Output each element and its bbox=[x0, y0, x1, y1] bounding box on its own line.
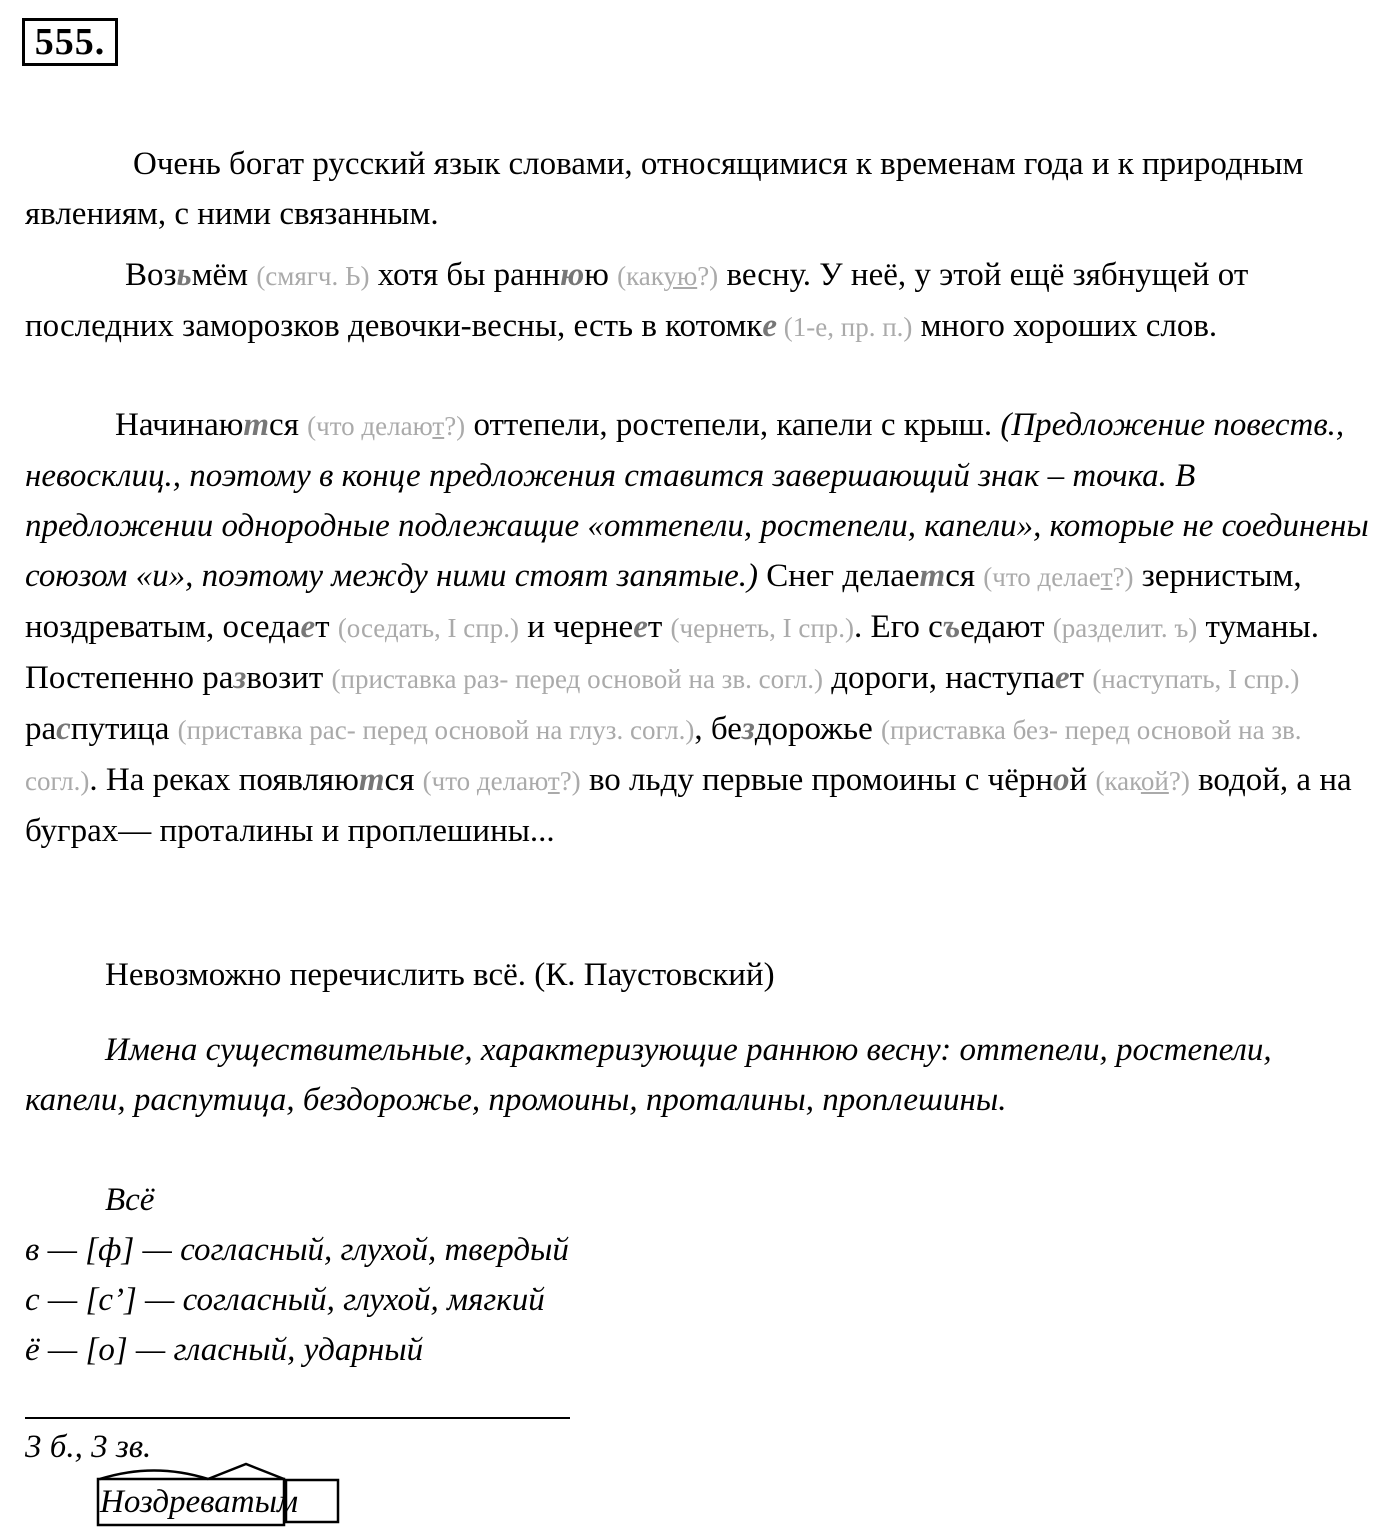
orthogram: е bbox=[633, 609, 648, 645]
nouns-answer: Имена существительные, характеризующие раннюю весну: оттепели, ростепели, капели, распутица, бездорожье, промоины, проталины, проплешины. bbox=[25, 1032, 1272, 1118]
orthogram: т bbox=[358, 762, 385, 798]
paragraph-quote-source: Невозможно перечислить всё. (К. Паустовский) bbox=[105, 957, 775, 993]
orthogram: т bbox=[243, 407, 270, 443]
orthogram: е bbox=[1054, 660, 1070, 696]
orthogram: ь bbox=[176, 257, 192, 293]
paragraph-intro: Очень богат русский язык словами, относящимися к временам года и к природным явлениям, с ними связанным. bbox=[25, 146, 1304, 232]
orthogram: з bbox=[233, 660, 247, 696]
phonetic-line: с — [с’] — согласный, глухой, мягкий bbox=[25, 1282, 545, 1318]
hint: (что делают?) bbox=[307, 411, 466, 441]
punctuation-note: (Предложение повеств., невосклиц., поэтому в конце предложения ставится завершающий знак – точка. В предложении однородные подлежащие «оттепели, ростепели, капели», которые не соединены союзом «и», поэтому между ними стоят запятые.) bbox=[25, 407, 1369, 594]
hint: (что делают?) bbox=[422, 766, 581, 796]
hint: (какую?) bbox=[617, 261, 719, 291]
suffix-mark bbox=[208, 1464, 284, 1479]
hint: (приставка рас- перед основой на глуз. согл.) bbox=[177, 715, 695, 745]
orthogram: т bbox=[919, 558, 946, 594]
hint: (смягч. Ь) bbox=[256, 261, 370, 291]
paragraph-spring: Возьмём (смягч. Ь) хотя бы раннюю (какую?) весну. У неё, у этой ещё зябнущей от последних заморозков девочки-весны, есть в котомке (1-е, пр. п.) много хороших слов. bbox=[25, 257, 1249, 344]
divider bbox=[25, 1417, 570, 1419]
hint: (разделит. ъ) bbox=[1052, 613, 1198, 643]
hint: (приставка без- перед основой на зв. согл.) bbox=[25, 715, 1302, 796]
hint: (чернеть, I спр.) bbox=[670, 613, 855, 643]
root-arc bbox=[100, 1471, 208, 1480]
morpheme-word: Ноздреватым bbox=[100, 1484, 299, 1520]
exercise-number: 555. bbox=[22, 18, 118, 66]
hint: (что делает?) bbox=[983, 562, 1134, 592]
paragraph-thaw: Начинаются (что делают?) оттепели, ростепели, капели с крыш. (Предложение повеств., невосклиц., поэтому в конце предложения ставится завершающий знак – точка. В предложении однородные подлежащие «оттепели, ростепели, капели», которые не соединены союзом «и», поэтому между ними стоят запятые.) Снег делается (что делает?) зернистым, ноздреватым, оседает (оседать, I спр.) и чернеет (чернеть, I спр.). Его съедают (разделит. ъ) туманы. Постепенно развозит (приставка раз- перед основой на зв. согл.) дороги, наступает (наступать, I спр.) распутица (приставка рас- перед основой на глуз. согл.), бездорожье (приставка без- перед основой на зв. согл.). На реках появляются (что делают?) во льду первые промоины с чёрной (какой?) водой, а на буграх— проталины и проплешины... bbox=[25, 407, 1369, 849]
hint: (наступать, I спр.) bbox=[1092, 664, 1300, 694]
orthogram: ъ bbox=[942, 609, 961, 645]
orthogram: с bbox=[56, 711, 71, 747]
phonetic-line: ё — [о] — гласный, ударный bbox=[25, 1332, 424, 1368]
orthogram: з bbox=[741, 711, 755, 747]
hint: (1-е, пр. п.) bbox=[777, 312, 913, 342]
morpheme-analysis bbox=[96, 1462, 356, 1532]
hint: (какой?) bbox=[1095, 766, 1190, 796]
orthogram: ю bbox=[560, 257, 585, 293]
hint: (приставка раз- перед основой на зв. согл.) bbox=[331, 664, 823, 694]
hint: (оседать, I спр.) bbox=[337, 613, 519, 643]
phonetic-line: в — [ф] — согласный, глухой, твердый bbox=[25, 1232, 569, 1268]
phonetic-word: Всё bbox=[105, 1182, 155, 1218]
orthogram: е bbox=[762, 308, 778, 344]
orthogram: е bbox=[300, 609, 316, 645]
letters-sounds-count: 3 б., 3 зв. bbox=[25, 1429, 152, 1465]
orthogram: о bbox=[1053, 762, 1070, 798]
